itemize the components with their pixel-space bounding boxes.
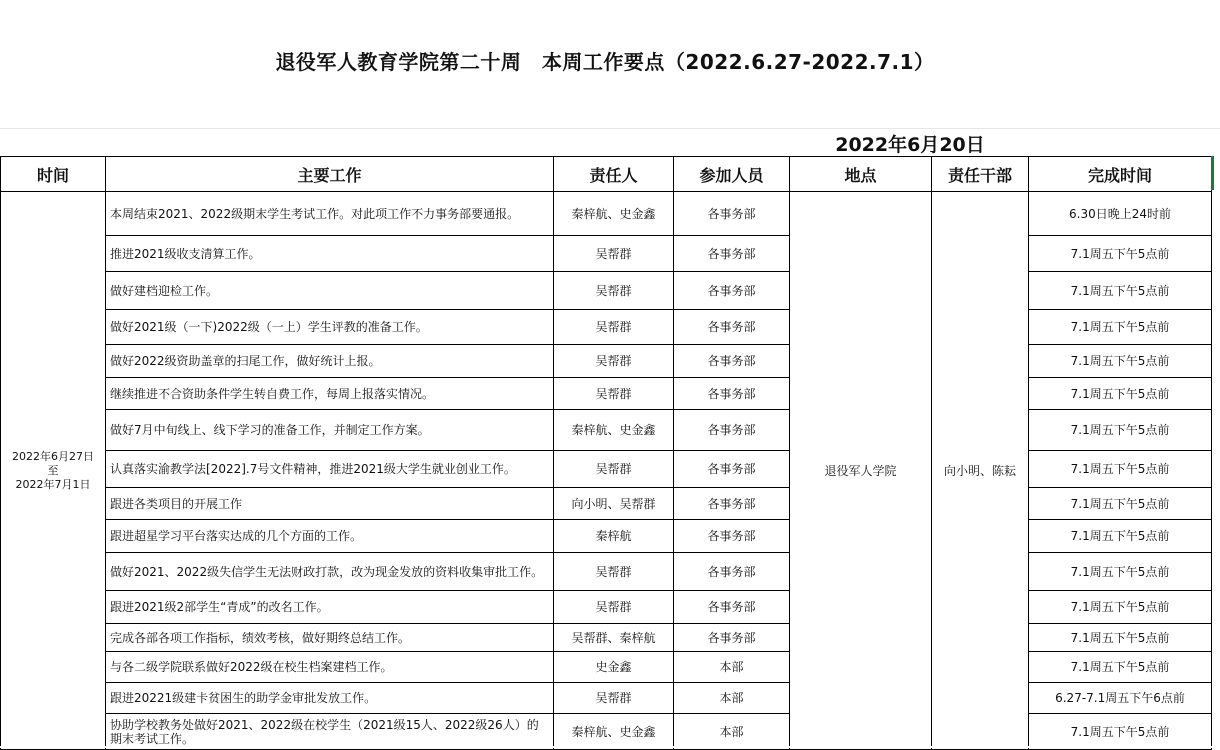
deadline-cell[interactable]: 7.1周五下午5点前 [1029, 553, 1212, 591]
responsible-cell[interactable]: 吴帮群 [554, 236, 674, 272]
work-item-cell[interactable]: 认真落实渝教学法[2022].7号文件精神，推进2021级大学生就业创业工作。 [106, 451, 554, 488]
deadline-cell[interactable]: 7.1周五下午5点前 [1029, 624, 1212, 652]
work-item-cell[interactable]: 做好2021、2022级失信学生无法财政打款，改为现金发放的资料收集审批工作。 [106, 553, 554, 591]
deadline-cell[interactable]: 7.1周五下午5点前 [1029, 378, 1212, 410]
work-item-cell[interactable]: 与各二级学院联系做好2022级在校生档案建档工作。 [106, 652, 554, 683]
work-item-cell[interactable]: 跟进各类项目的开展工作 [106, 488, 554, 520]
table-row [1, 591, 1212, 624]
table-header-row [1, 157, 1212, 192]
table-row [1, 272, 1212, 310]
responsible-cell[interactable]: 吴帮群 [554, 272, 674, 310]
work-item-cell[interactable]: 本周结束2021、2022级期末学生考试工作。对此项工作不力事务部要通报。 [106, 192, 554, 236]
participants-cell[interactable]: 各事务部 [674, 192, 790, 236]
deadline-cell[interactable]: 7.1周五下午5点前 [1029, 345, 1212, 378]
table-row [1, 378, 1212, 410]
table-row [1, 624, 1212, 652]
responsible-cell[interactable]: 秦梓航、史金鑫 [554, 714, 674, 750]
work-plan-table [0, 156, 1212, 750]
responsible-cell[interactable]: 秦梓航、史金鑫 [554, 192, 674, 236]
work-item-cell[interactable]: 跟进20221级建卡贫困生的助学金审批发放工作。 [106, 683, 554, 714]
period-cell[interactable] [1, 192, 106, 750]
responsible-cell[interactable]: 吴帮群 [554, 310, 674, 345]
participants-cell[interactable]: 各事务部 [674, 236, 790, 272]
responsible-cell[interactable]: 吴帮群 [554, 683, 674, 714]
participants-cell[interactable]: 各事务部 [674, 451, 790, 488]
page-title: 退役军人教育学院第二十周 本周工作要点（2022.6.27-2022.7.1） [275, 50, 935, 74]
table-row [1, 520, 1212, 553]
header-responsible[interactable]: 责任人 [554, 157, 674, 192]
work-item-cell[interactable]: 完成各部各项工作指标，绩效考核，做好期终总结工作。 [106, 624, 554, 652]
deadline-cell[interactable]: 7.1周五下午5点前 [1029, 591, 1212, 624]
responsible-cell[interactable]: 吴帮群 [554, 591, 674, 624]
participants-cell[interactable]: 各事务部 [674, 553, 790, 591]
responsible-cell[interactable]: 吴帮群 [554, 345, 674, 378]
table-row [1, 683, 1212, 714]
header-main-work[interactable]: 主要工作 [106, 157, 554, 192]
header-cadre[interactable]: 责任干部 [932, 157, 1029, 192]
deadline-cell[interactable]: 7.1周五下午5点前 [1029, 652, 1212, 683]
deadline-cell[interactable]: 6.30日晚上24时前 [1029, 192, 1212, 236]
work-item-cell[interactable]: 做好7月中旬线上、线下学习的准备工作，并制定工作方案。 [106, 410, 554, 451]
table-row [1, 192, 1212, 236]
table-row [1, 236, 1212, 272]
document-date: 2022年6月20日 [835, 134, 985, 156]
work-item-cell[interactable]: 做好2022级资助盖章的扫尾工作，做好统计上报。 [106, 345, 554, 378]
table-row [1, 652, 1212, 683]
participants-cell[interactable]: 各事务部 [674, 520, 790, 553]
table-row [1, 310, 1212, 345]
deadline-cell[interactable]: 7.1周五下午5点前 [1029, 310, 1212, 345]
cadre-cell[interactable]: 向小明、陈耘 [932, 192, 1029, 750]
deadline-cell[interactable]: 7.1周五下午5点前 [1029, 520, 1212, 553]
work-item-cell[interactable]: 推进2021级收支清算工作。 [106, 236, 554, 272]
header-deadline[interactable]: 完成时间 [1029, 157, 1212, 192]
participants-cell[interactable]: 各事务部 [674, 272, 790, 310]
table-row [1, 553, 1212, 591]
location-cell[interactable]: 退役军人学院 [790, 192, 932, 750]
participants-cell[interactable]: 各事务部 [674, 591, 790, 624]
work-item-cell[interactable]: 协助学校教务处做好2021、2022级在校学生（2021级15人、2022级26人）的期末考试工作。 [106, 714, 554, 750]
responsible-cell[interactable]: 吴帮群 [554, 378, 674, 410]
participants-cell[interactable]: 各事务部 [674, 410, 790, 451]
responsible-cell[interactable]: 秦梓航 [554, 520, 674, 553]
cell-selection-edge [1211, 156, 1214, 190]
deadline-cell[interactable]: 7.1周五下午5点前 [1029, 410, 1212, 451]
participants-cell[interactable]: 各事务部 [674, 488, 790, 520]
work-item-cell[interactable]: 继续推进不合资助条件学生转自费工作，每周上报落实情况。 [106, 378, 554, 410]
participants-cell[interactable]: 各事务部 [674, 624, 790, 652]
period-line3: 2022年7月1日 [15, 477, 91, 491]
table-row [1, 451, 1212, 488]
work-item-cell[interactable]: 做好2021级（一下)2022级（一上）学生评教的准备工作。 [106, 310, 554, 345]
table-row [1, 488, 1212, 520]
work-item-cell[interactable]: 跟进2021级2部学生“青成”的改名工作。 [106, 591, 554, 624]
sheet-gridline [0, 128, 1220, 129]
participants-cell[interactable]: 各事务部 [674, 345, 790, 378]
header-participants[interactable]: 参加人员 [674, 157, 790, 192]
responsible-cell[interactable]: 吴帮群 [554, 553, 674, 591]
responsible-cell[interactable]: 向小明、吴帮群 [554, 488, 674, 520]
participants-cell[interactable]: 本部 [674, 652, 790, 683]
responsible-cell[interactable]: 史金鑫 [554, 652, 674, 683]
deadline-cell[interactable]: 7.1周五下午5点前 [1029, 272, 1212, 310]
responsible-cell[interactable]: 秦梓航、史金鑫 [554, 410, 674, 451]
table-row [1, 345, 1212, 378]
work-item-cell[interactable]: 跟进超星学习平台落实达成的几个方面的工作。 [106, 520, 554, 553]
participants-cell[interactable]: 各事务部 [674, 310, 790, 345]
participants-cell[interactable]: 本部 [674, 714, 790, 750]
table-row [1, 410, 1212, 451]
participants-cell[interactable]: 各事务部 [674, 378, 790, 410]
deadline-cell[interactable]: 6.27-7.1周五下午6点前 [1029, 683, 1212, 714]
period-line1: 2022年6月27日 [12, 449, 94, 463]
header-time[interactable]: 时间 [1, 157, 106, 192]
deadline-cell[interactable]: 7.1周五下午5点前 [1029, 488, 1212, 520]
header-location[interactable]: 地点 [790, 157, 932, 192]
table-row [1, 714, 1212, 750]
deadline-cell[interactable]: 7.1周五下午5点前 [1029, 714, 1212, 750]
responsible-cell[interactable]: 吴帮群 [554, 451, 674, 488]
participants-cell[interactable]: 本部 [674, 683, 790, 714]
deadline-cell[interactable]: 7.1周五下午5点前 [1029, 236, 1212, 272]
period-line2: 至 [47, 463, 59, 477]
work-item-cell[interactable]: 做好建档迎检工作。 [106, 272, 554, 310]
deadline-cell[interactable]: 7.1周五下午5点前 [1029, 451, 1212, 488]
responsible-cell[interactable]: 吴帮群、秦梓航 [554, 624, 674, 652]
